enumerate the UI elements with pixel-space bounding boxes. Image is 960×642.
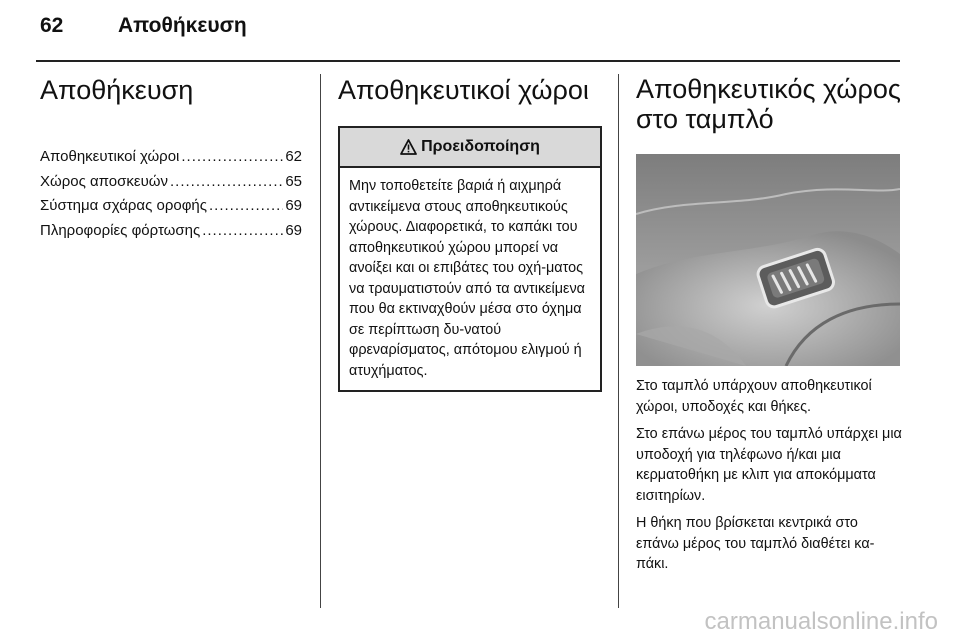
warning-text: Μην τοποθετείτε βαριά ή αιχμηρά αντικείμενα στους αποθηκευτικούς χώρους. Διαφορετικά, το καπάκι του αποθηκευτικού χώρου μπορεί να ανοίξει και οι επιβάτες του οχή-ματος να τραυματιστούν από τα αντικείμενα που θα εκτιναχθούν μέσα στο όχημα σε περίπτωση δυ-νατού φρεναρίσματος, απότομου ελιγμού ή ατυχήματος.: [349, 178, 585, 379]
warning-box: [338, 126, 602, 392]
toc-dot-leader: [202, 222, 283, 239]
warning-heading: Προειδοποίηση: [421, 138, 540, 155]
middle-column: [338, 74, 602, 392]
chapter-heading: Αποθήκευση: [40, 75, 194, 105]
watermark: carmanualsonline.info: [704, 608, 938, 635]
left-column: [40, 74, 302, 246]
page-header: [40, 14, 247, 38]
toc-dot-leader: [209, 197, 283, 214]
toc-entry-label: Σύστημα σχάρας οροφής: [40, 197, 207, 214]
right-column: [636, 74, 902, 582]
header-rule: [36, 60, 900, 62]
dashboard-storage-photo: [636, 154, 900, 366]
warning-triangle-icon: [400, 139, 417, 155]
warning-header: [340, 128, 600, 168]
column-divider: [618, 74, 619, 608]
toc-entry-page: 69: [285, 221, 302, 239]
toc-entry-label: Χώρος αποσκευών: [40, 172, 168, 190]
column-divider: [320, 74, 321, 608]
section-heading: Αποθηκευτικοί χώροι: [338, 75, 589, 105]
toc-entry-page: 69: [285, 197, 302, 214]
table-of-contents: [40, 148, 302, 246]
section-heading: Αποθηκευτικός χώρος στο ταμπλό: [636, 74, 901, 134]
page-number: 62: [40, 14, 64, 37]
toc-entry-page: 65: [285, 172, 302, 190]
chapter-title: Αποθήκευση: [118, 14, 247, 37]
toc-dot-leader: [170, 173, 283, 190]
toc-entry[interactable]: [40, 197, 302, 222]
toc-entry-page: 62: [285, 148, 302, 165]
toc-entry[interactable]: [40, 148, 302, 173]
toc-dot-leader: [181, 148, 283, 165]
toc-entry-label: Πληροφορίες φόρτωσης: [40, 221, 201, 239]
body-paragraph: Στο ταμπλό υπάρχουν αποθηκευτικοί χώροι, υποδοχές και θήκες.: [636, 378, 872, 415]
toc-entry[interactable]: [40, 222, 302, 247]
body-paragraph: Στο επάνω μέρος του ταμπλό υπάρχει μια υποδοχή για τηλέφωνο ή/και μια κερματοθήκη με κλιπ για αποκόμματα εισιτηρίων.: [636, 426, 902, 504]
body-paragraph: Η θήκη που βρίσκεται κεντρικά στο επάνω μέρος του ταμπλό διαθέτει κα-πάκι.: [636, 515, 875, 572]
toc-entry-label: Αποθηκευτικοί χώροι: [40, 148, 180, 165]
toc-entry[interactable]: [40, 173, 302, 198]
